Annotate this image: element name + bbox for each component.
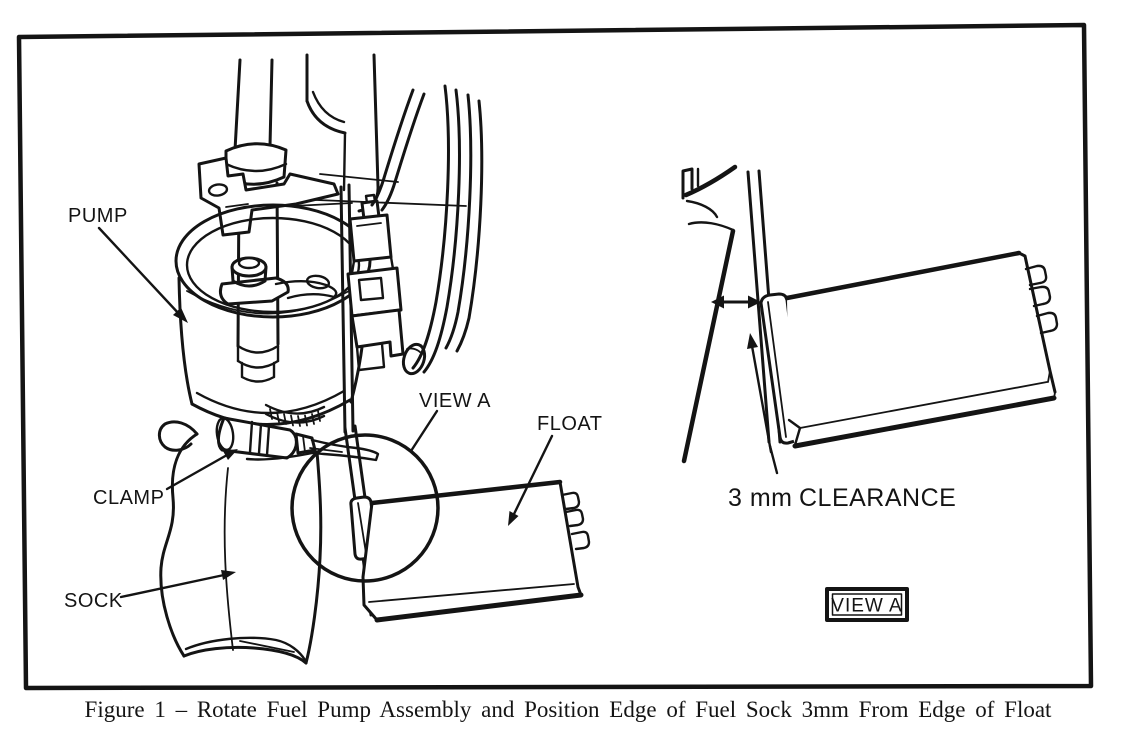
view-a-callout-label: VIEW A <box>419 390 491 412</box>
clearance-label-value: 3 mm <box>728 484 793 512</box>
float-detail <box>787 253 1057 446</box>
main-view-pump-assembly <box>64 55 602 663</box>
view-a-box-label: VIEW A <box>831 595 903 617</box>
float-label: FLOAT <box>537 413 603 435</box>
clamp-label: CLAMP <box>93 487 165 509</box>
figure-caption: Figure 1 – Rotate Fuel Pump Assembly and Position Edge of Fuel Sock 3mm From Edge of Float <box>84 697 1052 722</box>
sock-label: SOCK <box>64 590 123 612</box>
view-a-box <box>827 589 907 620</box>
sock-arrow <box>121 570 236 597</box>
pump-arrow <box>99 228 188 323</box>
detail-view-a <box>683 167 1057 620</box>
fuel-sock <box>159 422 320 663</box>
sock-edge-detail <box>683 167 735 461</box>
view-a-leader-line <box>411 411 437 451</box>
clearance-label-word: CLEARANCE <box>799 484 957 512</box>
pump-label: PUMP <box>68 205 128 227</box>
float-main <box>363 482 589 620</box>
